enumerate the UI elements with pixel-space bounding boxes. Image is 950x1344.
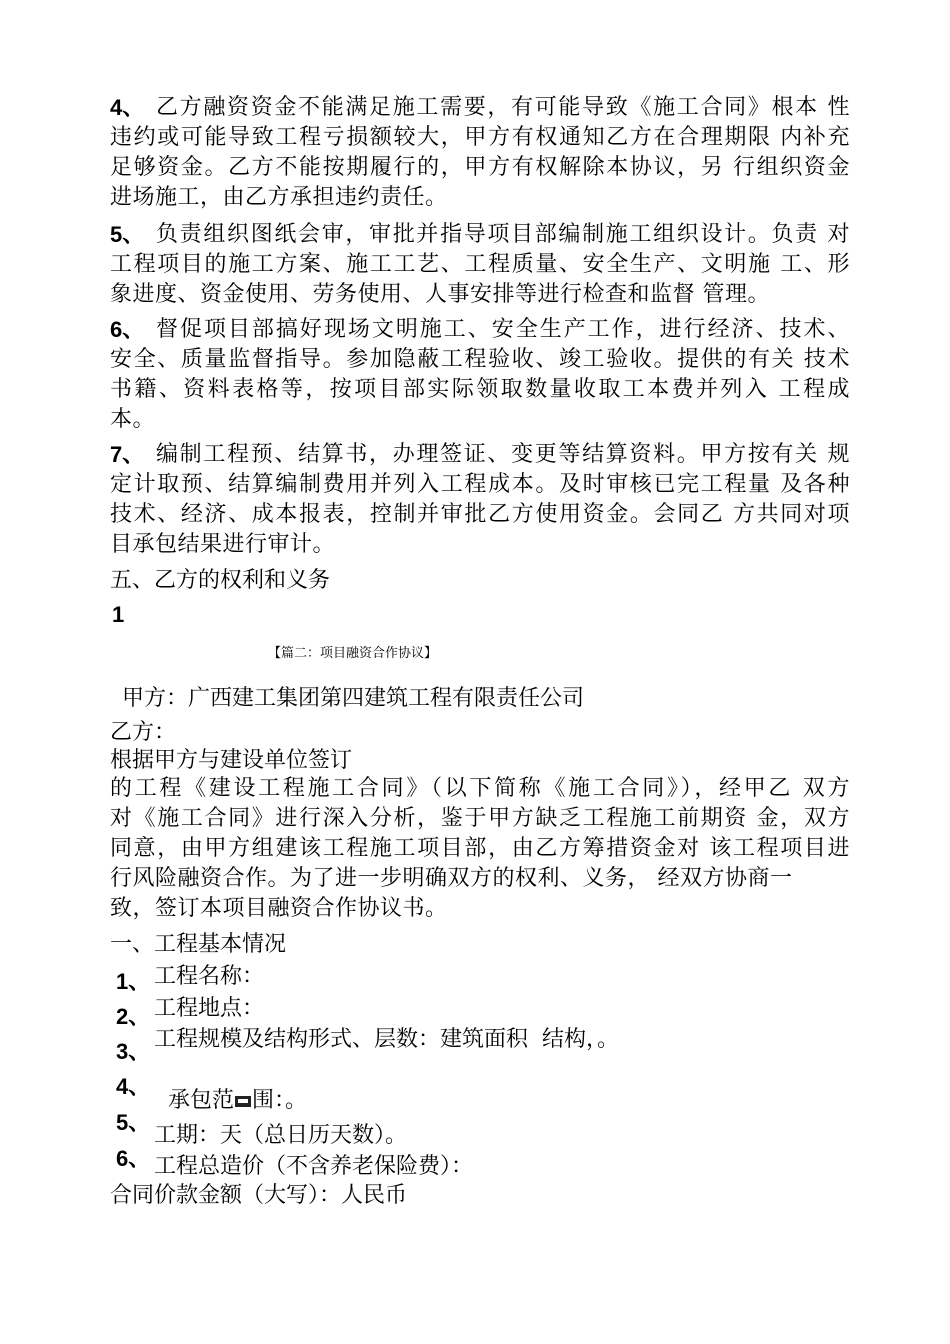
party-b: 乙方： bbox=[110, 720, 177, 745]
section-5-number: 1 bbox=[112, 602, 125, 627]
intro-paragraph bbox=[110, 774, 850, 924]
intro-line-5: 致，签订本项目融资合作协议书。 bbox=[110, 896, 448, 921]
project-name-label: 工程名称： bbox=[154, 964, 265, 989]
item-5-line-2: 工程项目的施工方案、施工工艺、工程质量、安全生产、文明施 工、形 bbox=[110, 252, 850, 277]
item-6-text bbox=[110, 315, 850, 435]
basic-number-2: 2、 bbox=[116, 1004, 151, 1029]
intro-line-1: 的工程《建设工程施工合同》（以下简称《施工合同》），经甲乙 双方 bbox=[110, 776, 850, 801]
item-4-line-1: 乙方融资资金不能满足施工需要，有可能导致《施工合同》根本 性 bbox=[156, 95, 850, 120]
item-7-line-2: 定计取预、结算编制费用并列入工程成本。及时审核已完工程量 及各种 bbox=[110, 472, 850, 497]
scope-text-a: 承包范 bbox=[168, 1088, 235, 1113]
item-4-line-3: 足够资金。乙方不能按期履行的，甲方有权解除本协议，另 行组织资金 bbox=[110, 155, 850, 180]
intro-first-line: 根据甲方与建设单位签订 bbox=[110, 748, 353, 773]
part-title: 【篇二：项目融资合作协议】 bbox=[268, 646, 438, 661]
party-a: 甲方：广西建工集团第四建筑工程有限责任公司 bbox=[122, 686, 585, 711]
item-7-text bbox=[110, 440, 850, 560]
item-4-number: 4、 bbox=[110, 95, 145, 120]
item-6-line-2: 安全、质量监督指导。参加隐蔽工程验收、竣工验收。提供的有关 技术 bbox=[110, 347, 850, 372]
contract-scope-label bbox=[154, 1056, 307, 1116]
item-5-line-3: 象进度、资金使用、劳务使用、人事安排等进行检查和监督 管理。 bbox=[110, 282, 770, 307]
intro-line-4: 行风险融资合作。为了进一步明确双方的权利、义务， 经双方协商一 bbox=[110, 866, 793, 891]
item-6-line-4: 本。 bbox=[110, 407, 156, 432]
total-cost-label: 工程总造价（不含养老保险费）： bbox=[154, 1154, 474, 1179]
project-location-label: 工程地点： bbox=[154, 996, 265, 1021]
item-7-line-3: 技术、经济、成本报表，控制并审批乙方使用资金。会同乙 方共同对项 bbox=[110, 502, 850, 527]
item-6-number: 6、 bbox=[110, 317, 145, 342]
intro-line-3: 同意，由甲方组建该工程施工项目部，由乙方筹措资金对 该工程项目进 bbox=[110, 836, 850, 861]
item-6-line-3: 书籍、资料表格等，按项目部实际领取数量收取工本费并列入 工程成 bbox=[110, 377, 850, 402]
duration-label: 工期：天（总日历天数）。 bbox=[154, 1123, 408, 1148]
basic-number-4: 4、 bbox=[116, 1074, 151, 1099]
section-5-heading: 五、乙方的权利和义务 bbox=[110, 568, 331, 593]
item-6-line-1: 督促项目部搞好现场文明施工、安全生产工作，进行经济、技术、 bbox=[156, 317, 850, 342]
basic-number-5: 5、 bbox=[116, 1110, 151, 1135]
contract-amount-label: 合同价款金额（大写）：人民币 bbox=[110, 1183, 408, 1208]
item-7-line-1: 编制工程预、结算书，办理签证、变更等结算资料。甲方按有关 规 bbox=[156, 442, 850, 467]
item-5-number: 5、 bbox=[110, 222, 145, 247]
item-4-line-2: 违约或可能导致工程亏损额较大，甲方有权通知乙方在合理期限 内补充 bbox=[110, 125, 850, 150]
item-7-number: 7、 bbox=[110, 442, 145, 467]
basic-number-3: 3、 bbox=[116, 1039, 151, 1064]
item-5-text bbox=[110, 220, 850, 310]
section-1-heading: 一、工程基本情况 bbox=[110, 932, 287, 957]
item-4-line-4: 进场施工，由乙方承担违约责任。 bbox=[110, 185, 448, 210]
project-scale-label: 工程规模及结构形式、层数：建筑面积 结构，。 bbox=[154, 1027, 619, 1052]
item-4-text bbox=[110, 93, 850, 213]
intro-line-2: 对《施工合同》进行深入分析，鉴于甲方缺乏工程施工前期资 金，双方 bbox=[110, 806, 850, 831]
basic-number-1: 1、 bbox=[116, 969, 151, 994]
item-5-line-1: 负责组织图纸会审，审批并指导项目部编制施工组织设计。负责 对 bbox=[156, 222, 850, 247]
image-placeholder-icon bbox=[235, 1096, 251, 1107]
scope-text-b: 围：。 bbox=[252, 1088, 308, 1113]
item-7-line-4: 目承包结果进行审计。 bbox=[110, 532, 336, 557]
basic-number-6: 6、 bbox=[116, 1146, 151, 1171]
